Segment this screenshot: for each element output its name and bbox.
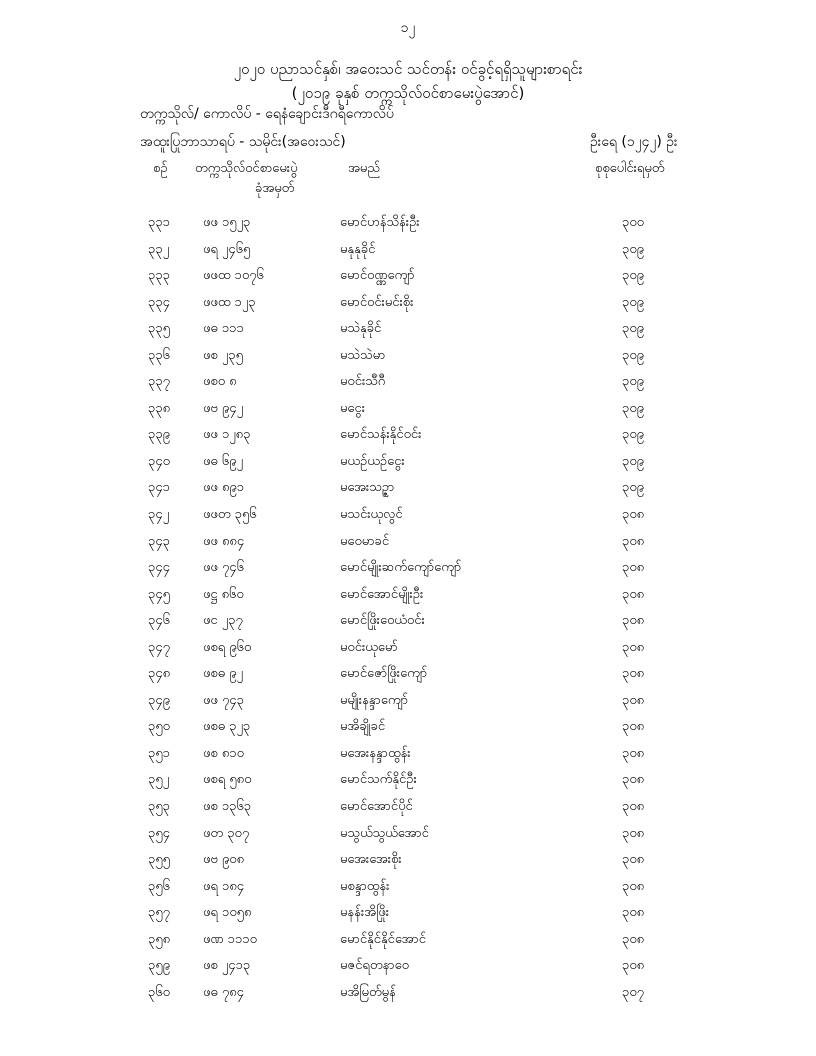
row-exam-number: ဖရ ၁၈၄	[203, 878, 245, 894]
row-seq: ၃၅၂	[148, 772, 170, 788]
row-name: မောင်ဇော်ဖြိုးကျော်	[340, 666, 428, 682]
row-name: မသွယ်သွယ်အောင်	[340, 825, 429, 841]
row-score: ၃၀၈	[622, 878, 645, 894]
page-number: ၁၂	[400, 20, 416, 36]
table-row	[0, 612, 816, 639]
table-row	[0, 426, 816, 453]
table-row	[0, 320, 816, 347]
row-score: ၃၀၈	[622, 613, 645, 629]
table-row	[0, 904, 816, 931]
header-name: အမည်	[348, 161, 380, 176]
table-row	[0, 214, 816, 241]
row-score: ၃၀၉	[622, 400, 644, 416]
row-score: ၃၀၈	[622, 719, 645, 735]
row-score: ၃၀၉	[622, 453, 644, 469]
row-name: မယဉ်ယဉ်ငွေး	[340, 453, 405, 469]
row-exam-number: ဖဖ ၈၈၄	[203, 533, 245, 549]
row-seq: ၃၅၈	[148, 931, 171, 947]
table-row	[0, 373, 816, 400]
row-exam-number: ဖဓ ၁၁၁	[203, 321, 244, 337]
row-exam-number: ဖစ ၂၄၁၃	[203, 958, 251, 974]
row-exam-number: ဖဓ ၇၈၄	[203, 984, 244, 1000]
row-score: ၃၀၉	[622, 374, 644, 390]
row-score: ၃၀၈	[622, 745, 645, 761]
row-exam-number: ဖဖ ၁၅၂၃	[203, 215, 251, 230]
row-name: မောင်အောင်မျိုးဦး	[340, 586, 424, 602]
row-name: မောင်ဝင်းမင်းစိုး	[340, 294, 414, 310]
row-seq: ၃၅၉	[148, 958, 170, 974]
row-exam-number: ဖရ ၁၀၅၈	[203, 905, 252, 921]
header-exam-number: တက္ကသိုလ်ဝင်စာမေးပွဲ	[195, 161, 298, 176]
document-subtitle: (၂၀၁၉ ခုနှစ် တက္ကသိုလ်ဝင်စာမေးပွဲအောင်)	[291, 84, 525, 102]
table-row	[0, 639, 816, 666]
table-row	[0, 692, 816, 719]
row-seq: ၃၄၇	[148, 639, 170, 655]
row-name: မောင်ဝဏ္ဏကျော်	[340, 268, 415, 284]
row-name: မောင်သက်နိုင်ဦး	[340, 772, 417, 788]
university-label: တက္ကသိုလ်/ ကောလိပ် - ရေနံချောင်းဒီဂရီကောလိပ်	[140, 106, 394, 122]
row-score: ၃၀၈	[622, 799, 645, 815]
row-score: ၃၀၈	[622, 772, 645, 788]
table-row	[0, 798, 816, 825]
row-seq: ၃၄၃	[148, 533, 170, 549]
row-score: ၃၀၈	[622, 905, 645, 921]
row-seq: ၃၄၁	[148, 480, 170, 496]
row-seq: ၃၅၆	[148, 878, 170, 894]
row-exam-number: ဖစရ ၅၈၀	[203, 772, 252, 788]
row-seq: ၃၅၄	[148, 825, 170, 841]
table-row	[0, 533, 816, 560]
row-seq: ၃၃၇	[148, 374, 170, 390]
row-seq: ၃၃၅	[148, 321, 170, 337]
row-exam-number: ဖဗ ၉၀၈	[203, 852, 245, 868]
table-row	[0, 931, 816, 958]
row-score: ၃၀၈	[622, 586, 645, 602]
table-row	[0, 957, 816, 984]
table-row	[0, 586, 816, 613]
row-score: ၃၀၉	[622, 268, 644, 284]
row-score: ၃၀၉	[622, 427, 644, 443]
row-exam-number: ဖဋ္ဌ ၈၆၀	[203, 586, 244, 602]
row-seq: ၃၃၆	[148, 347, 170, 363]
row-exam-number: ဖစ ၈၁၀	[203, 745, 244, 761]
row-exam-number: ဖဏ ၁၁၁၀	[203, 931, 257, 947]
row-name: မငွေး	[340, 400, 365, 416]
row-exam-number: ဖဗ ၉၄၂	[203, 400, 243, 416]
row-exam-number: ဖစ ၂၃၅	[203, 347, 243, 363]
row-seq: ၃၃၈	[148, 400, 171, 416]
row-score: ၃၀၉	[622, 480, 644, 496]
row-exam-number: ဖတ ၃၀၇	[203, 825, 250, 841]
table-row	[0, 878, 816, 905]
row-score: ၃၀၈	[622, 692, 645, 708]
table-row	[0, 294, 816, 321]
header-score: စုစုပေါင်းရမှတ်	[595, 161, 665, 176]
table-row	[0, 267, 816, 294]
table-row	[0, 559, 816, 586]
row-name: မဝင်းသီဂီ	[340, 374, 386, 390]
table-row	[0, 984, 816, 1011]
row-name: မအိမြတ်မွန်	[340, 984, 396, 1000]
row-score: ၃၀၈	[622, 825, 645, 841]
row-score: ၃၀၈	[622, 931, 645, 947]
row-name: မနုနုခိုင်	[340, 241, 376, 257]
row-name: မောင်မျိုးဆက်ကျော်ကျော်	[340, 560, 462, 576]
row-score: ၃၀၉	[622, 321, 644, 337]
row-exam-number: ဖစဓ ၉၂	[203, 666, 243, 682]
row-seq: ၃၃၁	[148, 215, 170, 230]
table-row	[0, 745, 816, 772]
document-title: ၂၀၂၀ ပညာသင်နှစ်၊ အဝေးသင် သင်တန်း ဝင်ခွင့်ရရှိသူများစာရင်း	[233, 60, 583, 78]
row-name: မသဲသဲမာ	[340, 347, 386, 363]
row-name: မအေးသဉ္ဇာ	[340, 480, 395, 496]
row-score: ၃၀၈	[622, 560, 645, 576]
row-name: မသဲနုခိုင်	[340, 321, 382, 337]
row-seq: ၃၄၆	[148, 613, 170, 629]
row-seq: ၃၃၄	[148, 294, 170, 310]
row-seq: ၃၃၂	[148, 241, 170, 257]
table-row	[0, 453, 816, 480]
row-name: မောင်သန်းနိုင်ဝင်း	[340, 427, 422, 443]
row-name: မအေးအေးစိုး	[340, 852, 402, 868]
row-score: ၃၀၉	[622, 294, 644, 310]
row-name: မောင်ဖြိုးဝေယံဝင်း	[340, 613, 425, 629]
row-name: မဝင်းယုမော်	[340, 639, 398, 655]
row-name: မောင်နိုင်နိုင်အောင်	[340, 931, 426, 947]
row-score: ၃၀၀	[622, 215, 644, 230]
row-seq: ၃၆၀	[148, 984, 170, 1000]
row-seq: ၃၄၉	[148, 692, 170, 708]
table-row	[0, 506, 816, 533]
row-name: မသင်းယုလွင်	[340, 507, 403, 523]
row-exam-number: ဖဖ ၈၉၁	[203, 480, 245, 496]
row-name: မောင်အောင်ပိုင်	[340, 799, 413, 815]
row-score: ၃၀၇	[622, 984, 644, 1000]
row-seq: ၃၄၈	[148, 666, 171, 682]
row-score: ၃၀၉	[622, 241, 644, 257]
row-name: မအိချိုခင်	[340, 719, 386, 735]
row-seq: ၃၄၂	[148, 507, 170, 523]
row-exam-number: ဖစ ၁၃၆၃	[203, 799, 252, 815]
row-seq: ၃၅၀	[148, 719, 170, 735]
row-seq: ၃၅၃	[148, 799, 170, 815]
row-seq: ၃၃၃	[148, 268, 170, 284]
table-row	[0, 771, 816, 798]
row-score: ၃၀၈	[622, 507, 645, 523]
row-name: မဇင်ရတနာဝေ	[340, 958, 409, 974]
row-exam-number: ဖရ ၂၄၆၅	[203, 241, 251, 257]
total-count: ဦးရေ (၁၂၄၂) ဦး	[590, 134, 678, 150]
row-score: ၃၀၈	[622, 958, 645, 974]
header-exam-number-sub: ခုံအမှတ်	[255, 181, 295, 196]
major-label: အထူးပြုဘာသာရပ် - သမိုင်း(အဝေးသင်)	[140, 134, 346, 150]
row-exam-number: ဖဓ ၆၉၂	[203, 453, 243, 469]
row-name: မနန်းအိဖြိုး	[340, 905, 390, 921]
results-table	[0, 214, 816, 1010]
row-exam-number: ဖစဓ ၃၂၃	[203, 719, 251, 735]
row-exam-number: ဖဖ ၇၄၆	[203, 560, 244, 576]
row-exam-number: ဖဖတ ၃၅၆	[203, 507, 257, 523]
row-score: ၃၀၈	[622, 852, 645, 868]
table-row	[0, 479, 816, 506]
row-seq: ၃၃၉	[148, 427, 170, 443]
table-row	[0, 347, 816, 374]
row-exam-number: ဖင ၂၃၇	[203, 613, 243, 629]
table-row	[0, 241, 816, 268]
row-score: ၃၀၈	[622, 666, 645, 682]
row-exam-number: ဖဖထ ၁၀၇၆	[203, 268, 264, 284]
row-exam-number: ဖဖ ၁၂၈၃	[203, 427, 251, 443]
row-name: မစန္ဒာထွန်း	[340, 878, 390, 894]
row-seq: ၃၄၀	[148, 453, 170, 469]
table-row	[0, 665, 816, 692]
table-row	[0, 400, 816, 427]
row-score: ၃၀၉	[622, 347, 644, 363]
row-seq: ၃၄၅	[148, 586, 170, 602]
table-row	[0, 851, 816, 878]
row-name: မောင်ဟန်သိန်းဦး	[340, 215, 420, 230]
row-score: ၃၀၈	[622, 533, 645, 549]
header-seq: စဉ်	[153, 161, 168, 176]
row-seq: ၃၄၄	[148, 560, 170, 576]
table-row	[0, 718, 816, 745]
row-seq: ၃၅၅	[148, 852, 170, 868]
row-exam-number: ဖဖထ ၁၂၃	[203, 294, 256, 310]
row-name: မဝေမာခင်	[340, 533, 390, 549]
row-name: မမျိုးနန္ဒာကျော်	[340, 692, 409, 708]
row-exam-number: ဖစဝ ၈	[203, 374, 237, 390]
row-seq: ၃၅၁	[148, 745, 170, 761]
row-exam-number: ဖစရ ၉၆၀	[203, 639, 252, 655]
row-exam-number: ဖဖ ၇၄၃	[203, 692, 244, 708]
row-score: ၃၀၈	[622, 639, 645, 655]
row-name: မအေးနန္ဒာထွန်း	[340, 745, 411, 761]
row-seq: ၃၅၇	[148, 905, 170, 921]
table-row	[0, 825, 816, 852]
